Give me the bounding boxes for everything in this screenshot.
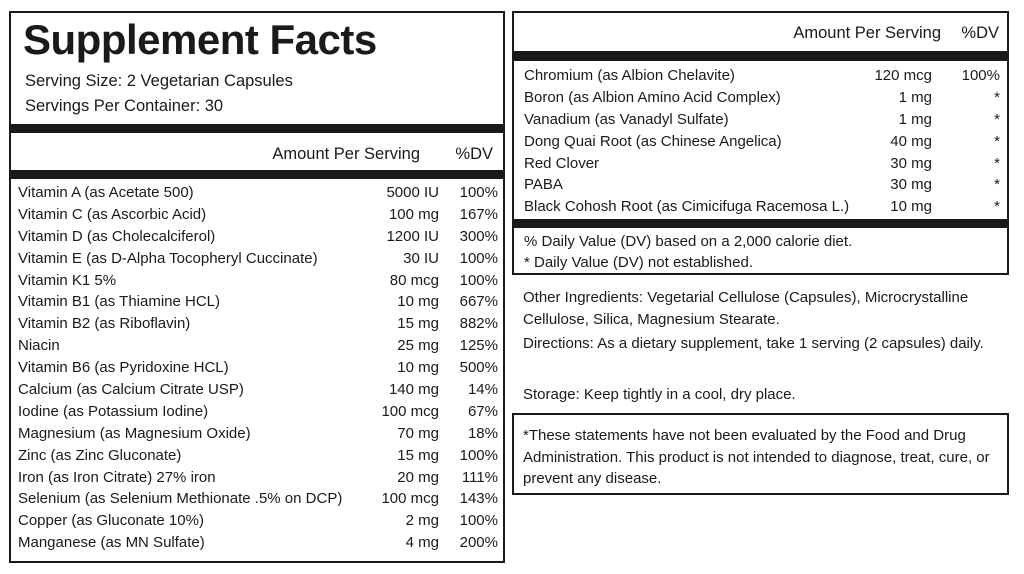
nutrient-amount: 4 mg [405,534,439,552]
nutrient-name: Iodine (as Potassium Iodine) [18,402,209,420]
nutrient-daily-value: 100% [459,249,498,267]
nutrient-daily-value: 200% [459,534,498,552]
nutrient-daily-value: 67% [467,402,498,420]
nutrient-name: Vitamin C (as Ascorbic Acid) [18,205,207,223]
nutrient-daily-value: 100% [961,67,1000,84]
nutrient-amount: 2 mg [405,512,439,530]
nutrient-daily-value: 100% [459,271,498,289]
nutrient-daily-value: * [994,88,1000,106]
panel-title: Supplement Facts [23,16,377,63]
nutrient-name: Dong Quai Root (as Chinese Angelica) [524,132,782,150]
nutrient-row [18,510,503,532]
nutrient-amount: 5000 IU [386,184,439,201]
nutrient-amount: 1200 IU [386,227,439,245]
nutrient-daily-value: 667% [459,293,498,311]
directions: Directions: As a dietary supplement, take 1 serving (2 capsules) daily. [523,335,984,352]
daily-value-footnote: % Daily Value (DV) based on a 2,000 calorie diet. [524,233,853,250]
nutrient-name: Vitamin B2 (as Riboflavin) [18,315,191,333]
nutrient-daily-value: 125% [459,337,498,355]
fda-disclaimer-box [512,413,1009,495]
nutrient-amount: 100 mcg [381,402,439,420]
amount-per-serving-header: Amount Per Serving [272,145,420,163]
nutrient-name: Vitamin B1 (as Thiamine HCL) [18,293,221,311]
nutrient-name: Manganese (as MN Sulfate) [18,534,205,552]
nutrient-daily-value: * [994,198,1000,216]
nutrient-row [18,313,503,335]
nutrient-row [524,174,1004,196]
nutrient-row [18,423,503,445]
serving-size: Serving Size: 2 Vegetarian Capsules [25,72,293,90]
nutrient-amount: 15 mg [397,315,439,333]
nutrient-daily-value: 18% [467,424,498,442]
nutrient-row [18,401,503,423]
divider-bar [514,51,1007,61]
nutrient-row [18,357,503,379]
nutrient-name: Black Cohosh Root (as Cimicifuga Racemosa L.) [524,198,850,216]
nutrient-row [18,467,503,489]
nutrient-daily-value: 14% [467,381,498,399]
nutrient-row [18,335,503,357]
nutrient-name: Magnesium (as Magnesium Oxide) [18,424,251,442]
nutrient-amount: 10 mg [397,293,439,311]
divider-bar [11,124,503,133]
nutrient-daily-value: 100% [459,512,498,530]
supplement-facts-panel [9,11,505,563]
nutrient-amount: 1 mg [898,110,932,128]
nutrient-amount: 20 mg [397,468,439,486]
nutrient-amount: 80 mcg [389,271,439,289]
nutrient-amount: 140 mg [388,381,439,399]
nutrient-row [524,153,1004,175]
nutrient-daily-value: 111% [461,468,498,486]
nutrient-row [18,226,503,248]
nutrient-amount: 1 mg [898,88,932,106]
amount-per-serving-header: Amount Per Serving [793,24,941,42]
nutrient-name: Vanadium (as Vanadyl Sulfate) [524,110,729,128]
nutrient-name: PABA [524,176,563,194]
daily-value-header: %DV [961,24,999,42]
nutrient-row [524,65,1004,87]
nutrient-list [18,182,503,554]
nutrient-amount: 40 mg [890,132,932,150]
nutrient-amount: 30 IU [403,249,439,267]
nutrient-name: Boron (as Albion Amino Acid Complex) [524,88,781,106]
nutrient-amount: 30 mg [890,154,932,172]
fda-disclaimer: *These statements have not been evaluated by the Food and Drug Administration. This product is not intended to diagnose, treat, cure, or prevent any disease. [523,427,990,487]
nutrient-row [524,196,1004,218]
nutrient-name: Vitamin E (as D-Alpha Tocopheryl Cuccinate) [18,249,318,267]
nutrient-row [524,131,1004,153]
nutrient-row [524,87,1004,109]
nutrient-daily-value: * [994,176,1000,194]
nutrient-daily-value: 100% [459,184,498,201]
daily-value-header: %DV [455,145,493,163]
nutrient-name: Niacin [18,337,60,355]
divider-bar [514,219,1007,228]
nutrient-amount: 10 mg [397,359,439,377]
nutrient-row [18,532,503,554]
nutrient-amount: 100 mg [388,205,439,223]
servings-per-container: Servings Per Container: 30 [25,97,224,115]
nutrient-daily-value: * [994,154,1000,172]
divider-bar [11,170,503,179]
nutrient-daily-value: 500% [459,359,498,377]
nutrient-name: Vitamin D (as Cholecalciferol) [18,227,216,245]
nutrient-name: Calcium (as Calcium Citrate USP) [18,381,244,399]
nutrient-name: Chromium (as Albion Chelavite) [524,67,735,84]
nutrient-name: Vitamin A (as Acetate 500) [18,184,194,201]
nutrient-amount: 10 mg [890,198,932,216]
nutrient-row [18,204,503,226]
nutrient-amount: 15 mg [397,446,439,464]
nutrient-name: Vitamin K1 5% [18,271,117,289]
not-established-footnote: * Daily Value (DV) not established. [524,254,753,271]
nutrient-daily-value: 100% [459,446,498,464]
nutrient-name: Iron (as Iron Citrate) 27% iron [18,468,216,486]
nutrient-daily-value: * [994,132,1000,150]
supplement-facts-continued-panel [512,11,1009,275]
nutrient-amount: 100 mcg [381,490,439,508]
nutrient-row [18,445,503,467]
nutrient-row [18,379,503,401]
nutrient-daily-value: 882% [459,315,498,333]
nutrient-name: Selenium (as Selenium Methionate .5% on DCP) [18,490,343,508]
nutrient-name: Zinc (as Zinc Gluconate) [18,446,182,464]
nutrient-name: Copper (as Gluconate 10%) [18,512,204,530]
nutrient-daily-value: 167% [459,205,498,223]
storage: Storage: Keep tightly in a cool, dry place. [523,386,796,403]
nutrient-daily-value: * [994,110,1000,128]
nutrient-amount: 30 mg [890,176,932,194]
nutrient-name: Red Clover [524,154,600,172]
nutrient-row [18,182,503,204]
nutrient-row [18,291,503,313]
nutrient-name: Vitamin B6 (as Pyridoxine HCL) [18,359,229,377]
nutrient-row [524,109,1004,131]
nutrient-row [18,488,503,510]
other-ingredients: Other Ingredients: Vegetarial Cellulose (Capsules), Microcrystalline Cellulose, Silica, Magnesium Stearate. [523,289,969,328]
nutrient-daily-value: 143% [459,490,498,508]
nutrient-daily-value: 300% [459,227,498,245]
nutrient-amount: 120 mcg [874,67,932,84]
ingredient-list [524,65,1004,218]
nutrient-amount: 25 mg [397,337,439,355]
nutrient-row [18,248,503,270]
nutrient-amount: 70 mg [397,424,439,442]
nutrient-row [18,270,503,292]
